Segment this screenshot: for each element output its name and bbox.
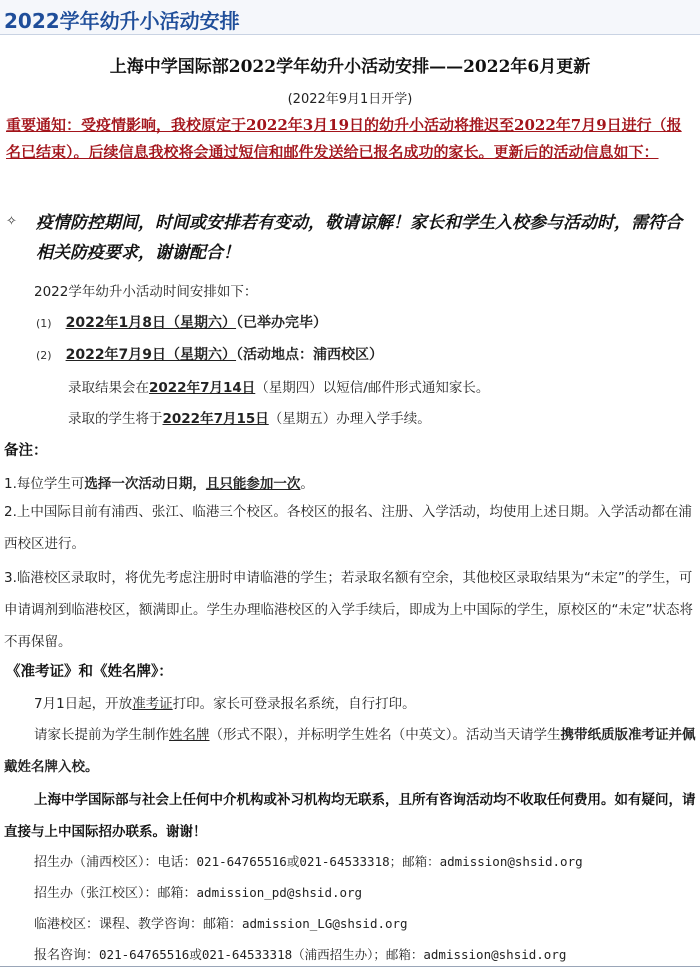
remark-1 bbox=[4, 472, 314, 492]
schedule-date: 2022年1月8日（星期六） bbox=[65, 315, 237, 331]
remark-1-pre: 1.每位学生可 bbox=[4, 476, 85, 492]
enroll-post: （星期五）办理入学手续。 bbox=[268, 411, 431, 427]
contact-value: admission_LG@shsid.org bbox=[242, 916, 408, 931]
contact-label: 招生办（浦西校区）：电话： bbox=[34, 855, 197, 870]
remark-1-post: 。 bbox=[300, 476, 314, 492]
enroll-date: 2022年7月15日 bbox=[162, 411, 269, 427]
schedule-note: （活动地点：浦西校区） bbox=[236, 347, 384, 363]
schedule-date: 2022年7月9日（星期六） bbox=[65, 347, 237, 363]
result-post: （星期四）以短信/邮件形式通知家长。 bbox=[255, 380, 490, 396]
schedule-item-number: (2) bbox=[36, 349, 52, 362]
remark-1-bold-underlined: 且只能参加一次 bbox=[205, 476, 301, 492]
contact-registration bbox=[34, 944, 566, 963]
schedule-item-2 bbox=[36, 344, 383, 364]
article-subtitle: 上海中学国际部2022学年幼升小活动安排——2022年6月更新 bbox=[109, 57, 591, 77]
result-notice bbox=[68, 376, 489, 396]
important-notice: 重要通知：受疫情影响，我校原定于2022年3月19日的幼升小活动将推迟至2022年7月9日进行（报名已结束）。后续信息我校将会通过短信和邮件发送给已报名成功的家长。更新后的活动信息如下： bbox=[6, 116, 682, 161]
ticket-post: 打印。家长可登录报名系统，自行打印。 bbox=[172, 696, 416, 712]
badge-pre: 请家长提前为学生制作 bbox=[34, 727, 169, 743]
contact-label: 报名咨询： bbox=[34, 948, 100, 963]
result-date: 2022年7月14日 bbox=[149, 380, 256, 396]
page-title: 2022学年幼升小活动安排 bbox=[4, 9, 240, 33]
header-bar bbox=[0, 0, 700, 35]
contact-value: 021-64765516或021-64533318（浦西招生办）；邮箱：admission@shsid.org bbox=[99, 947, 567, 962]
contact-label: 招生办（张江校区）：邮箱： bbox=[34, 886, 197, 901]
badge-mid: （形式不限），并标明学生姓名（中英文）。活动当天请学生 bbox=[209, 727, 561, 743]
schedule-item-number: (1) bbox=[36, 317, 52, 330]
remark-3: 3.临港校区录取时，将优先考虑注册时申请临港的学生；若录取名额有空余，其他校区录取结果为“未定”的学生，可申请调剂到临港校区，额满即止。学生办理临港校区的入学手续后，即成为上中国际的学生，原校区的“未定”状态将不再保留。 bbox=[4, 570, 693, 650]
result-pre: 录取结果会在 bbox=[68, 380, 149, 396]
schedule-intro: 2022学年幼升小活动时间安排如下： bbox=[34, 284, 258, 300]
contact-zhangjiang bbox=[34, 882, 362, 901]
remark-2: 2.上中国际目前有浦西、张江、临港三个校区。各校区的报名、注册、入学活动，均使用上述日期。入学活动都在浦西校区进行。 bbox=[4, 504, 692, 552]
enroll-pre: 录取的学生将于 bbox=[68, 411, 163, 427]
badge-bold: 携带纸质版准考证并佩戴姓名牌入校。 bbox=[4, 727, 696, 775]
ticket-heading: 《准考证》和《姓名牌》： bbox=[6, 664, 173, 680]
contact-lingang bbox=[34, 913, 408, 932]
remarks-heading: 备注： bbox=[4, 443, 48, 459]
contact-label: 临港校区：课程、教学咨询：邮箱： bbox=[34, 917, 243, 932]
epidemic-notice: 疫情防控期间，时间或安排若有变动，敬请谅解！家长和学生入校参与活动时，需符合相关防疫要求，谢谢配合！ bbox=[36, 213, 682, 263]
contact-value: admission_pd@shsid.org bbox=[196, 885, 363, 900]
badge-line bbox=[4, 719, 696, 783]
schedule-item-1 bbox=[36, 312, 327, 332]
contact-value: 021-64765516或021-64533318；邮箱：admission@shsid.org bbox=[196, 854, 583, 869]
school-start-note: (2022年9月1日开学) bbox=[287, 92, 413, 107]
diamond-bullet-icon: ✧ bbox=[6, 214, 17, 229]
contact-puxi bbox=[34, 851, 583, 870]
remark-1-bold: 选择一次活动日期， bbox=[84, 476, 206, 492]
ticket-line bbox=[34, 692, 416, 712]
ticket-pre: 7月1日起，开放 bbox=[34, 696, 133, 712]
ticket-underlined: 准考证 bbox=[132, 696, 173, 712]
schedule-note: （已举办完毕） bbox=[236, 315, 328, 331]
enroll-notice bbox=[68, 407, 431, 427]
disclaimer: 上海中学国际部与社会上任何中介机构或补习机构均无联系，且所有咨询活动均不收取任何费用。如有疑问，请直接与上中国际招办联系。谢谢！ bbox=[4, 792, 696, 840]
badge-underlined: 姓名牌 bbox=[169, 727, 210, 743]
